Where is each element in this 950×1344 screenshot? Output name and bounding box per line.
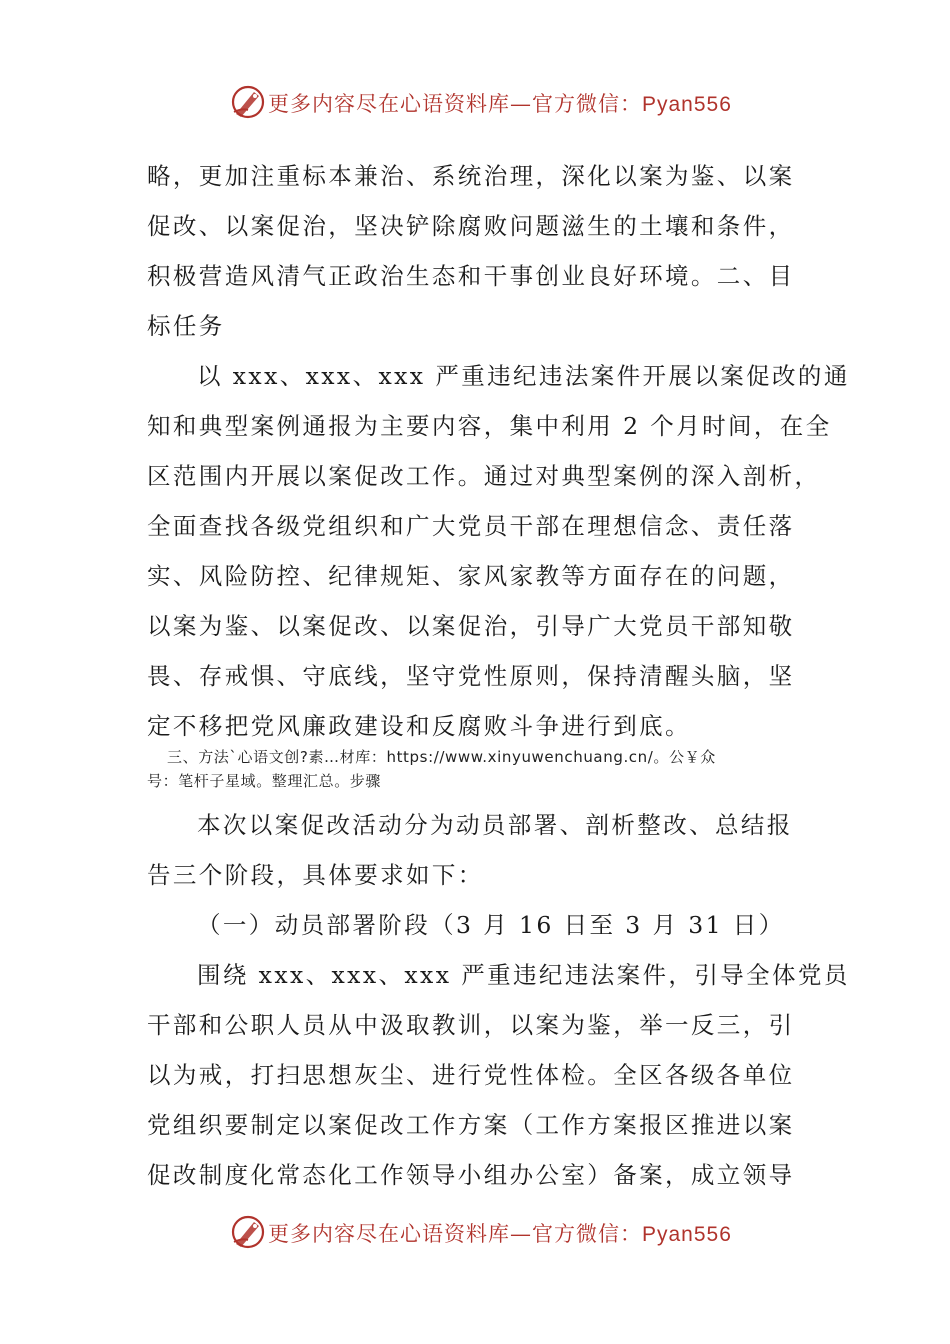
body-line: 全面查找各级党组织和广大党员干部在理想信念、责任落 [147,512,795,540]
body-line: 干部和公职人员从中汲取教训，以案为鉴，举一反三，引 [147,1011,795,1039]
body-line: 以 xxx、xxx、xxx 严重违纪违法案件开展以案促改的通 [197,362,850,390]
watermark-line: 三、方法`心语文创?素…材库：https://www.xinyuwenchuang.cn/。公￥众 [167,748,716,766]
body-line: 以案为鉴、以案促改、以案促治，引导广大党员干部知敬 [147,612,795,640]
body-line: 知和典型案例通报为主要内容，集中利用 2 个月时间，在全 [147,412,832,440]
body-line: 积极营造风清气正政治生态和干事创业良好环境。二、目 [147,262,795,290]
footer-banner [0,1212,950,1252]
header-banner-text: 更多内容尽在心语资料库—官方微信：Pyan556 [268,92,732,116]
body-line: 本次以案促改活动分为动员部署、剖析整改、总结报 [197,811,793,839]
body-line: 促改制度化常态化工作领导小组办公室）备案，成立领导 [147,1161,795,1189]
body-line: 略，更加注重标本兼治、系统治理，深化以案为鉴、以案 [147,162,795,190]
body-line: 定不移把党风廉政建设和反腐败斗争进行到底。 [147,712,691,740]
footer-banner-text: 更多内容尽在心语资料库—官方微信：Pyan556 [268,1222,732,1246]
wechat-id: Pyan556 [642,1223,732,1246]
body-line: 畏、存戒惧、守底线，坚守党性原则，保持清醒头脑，坚 [147,662,795,690]
body-line: 实、风险防控、纪律规矩、家风家教等方面存在的问题， [147,562,795,590]
section-heading: （一）动员部署阶段（3 月 16 日至 3 月 31 日） [197,911,785,939]
body-line: 以为戒，打扫思想灰尘、进行党性体检。全区各级各单位 [147,1061,795,1089]
pen-nib-logo-icon [228,1212,268,1252]
pen-nib-logo-icon [228,82,268,122]
header-banner [0,82,950,122]
body-line: 标任务 [147,312,225,340]
body-line: 告三个阶段，具体要求如下： [147,861,484,889]
watermark-line: 号：笔杆子星域。整理汇总。步骤 [147,772,382,790]
wechat-id: Pyan556 [642,93,732,116]
body-line: 促改、以案促治，坚决铲除腐败问题滋生的土壤和条件， [147,212,795,240]
body-line: 党组织要制定以案促改工作方案（工作方案报区推进以案 [147,1111,795,1139]
body-line: 区范围内开展以案促改工作。通过对典型案例的深入剖析， [147,462,821,490]
body-line: 围绕 xxx、xxx、xxx 严重违纪违法案件，引导全体党员 [197,961,850,989]
